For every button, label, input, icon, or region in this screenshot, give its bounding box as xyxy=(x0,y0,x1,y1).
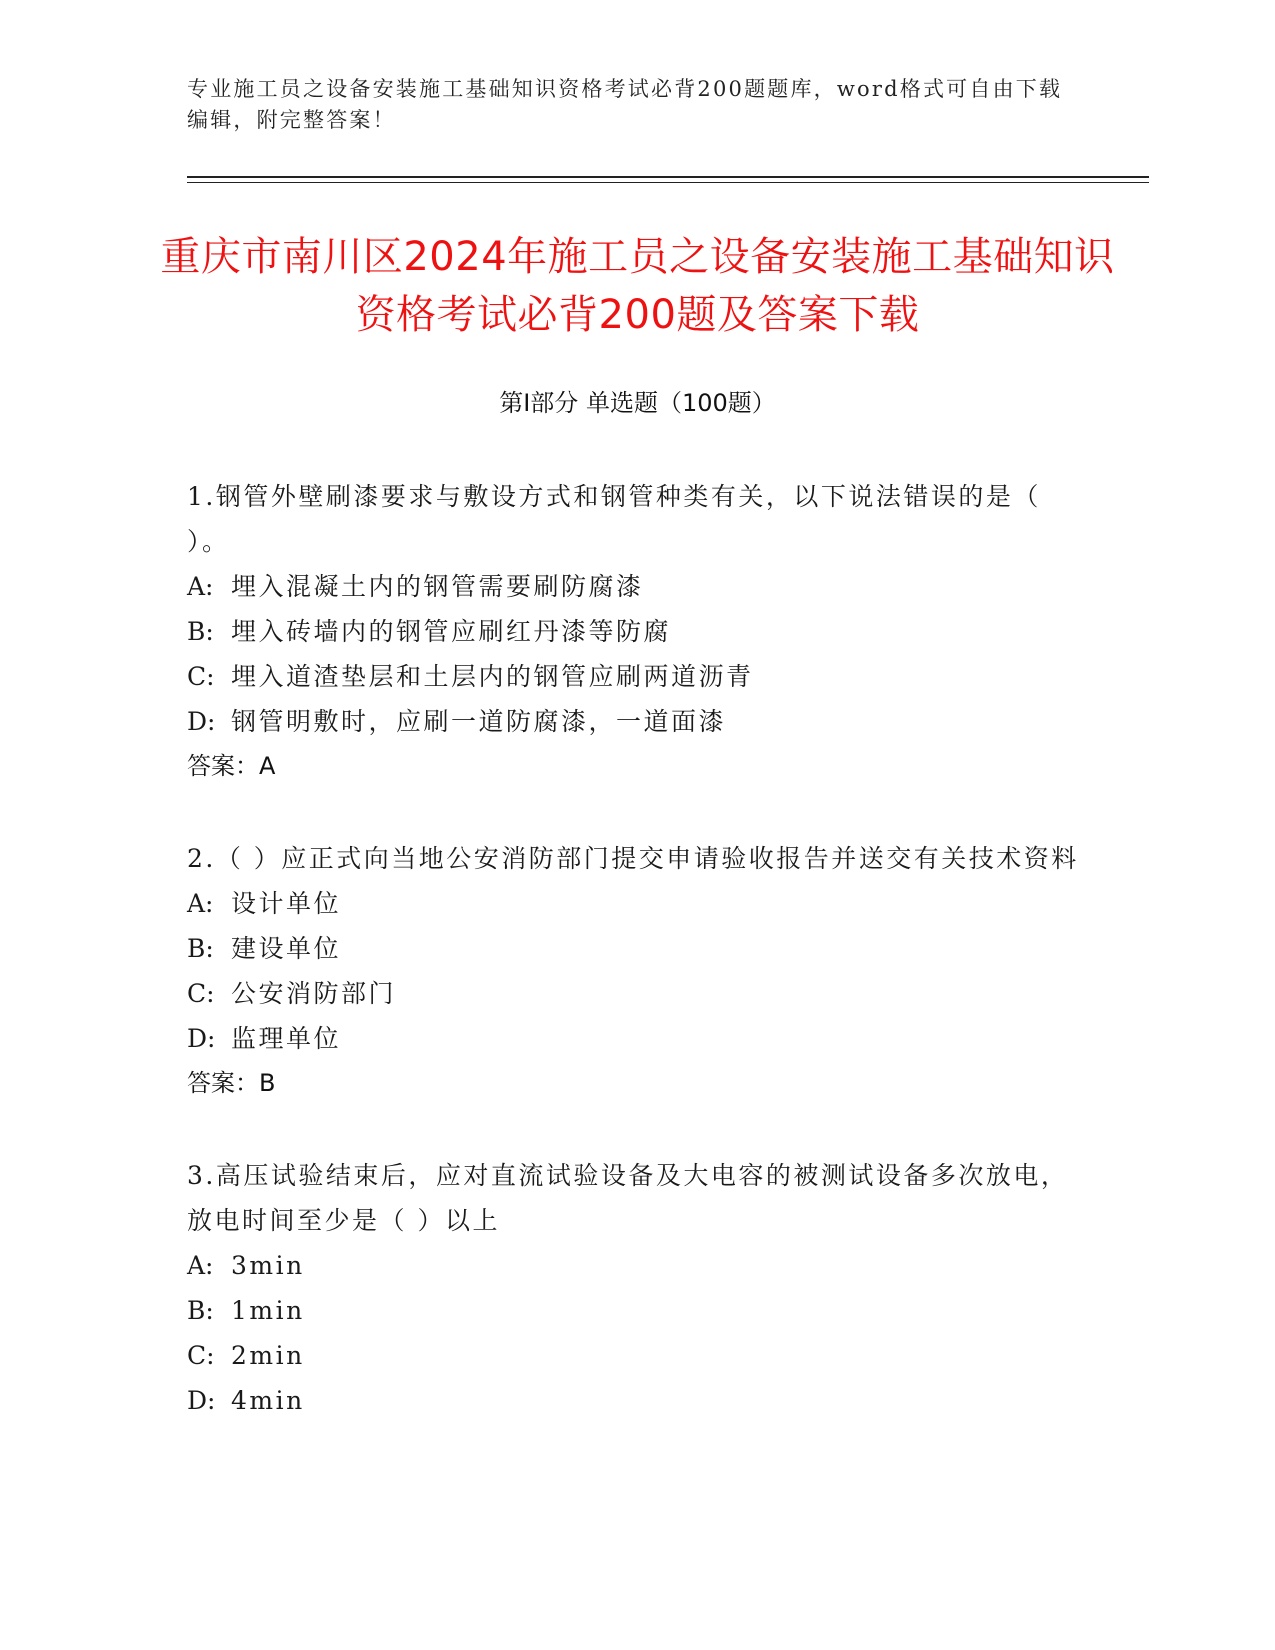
option-d xyxy=(187,1016,1087,1061)
question-text: 1.钢管外壁刷漆要求与敷设方式和钢管种类有关，以下说法错误的是（ ）。 xyxy=(187,482,1041,556)
answer-line: 答案：B xyxy=(187,1069,276,1097)
option-text: 1min xyxy=(231,1296,305,1325)
option-c xyxy=(187,1333,1087,1378)
option-c xyxy=(187,654,1087,699)
option-a xyxy=(187,1243,1087,1288)
option-d xyxy=(187,699,1087,744)
option-text: 埋入混凝土内的钢管需要刷防腐漆 xyxy=(231,572,644,601)
option-d xyxy=(187,1378,1087,1423)
option-letter: D: xyxy=(187,1024,216,1053)
option-text: 监理单位 xyxy=(231,1024,342,1053)
option-text: 埋入道渣垫层和土层内的钢管应刷两道沥青 xyxy=(231,662,754,691)
option-text: 2min xyxy=(231,1341,305,1370)
option-text: 公安消防部门 xyxy=(231,979,397,1008)
option-text: 3min xyxy=(231,1251,305,1280)
option-letter: A: xyxy=(187,889,214,918)
option-a xyxy=(187,564,1087,609)
option-b xyxy=(187,609,1087,654)
option-a xyxy=(187,881,1087,926)
option-letter: D: xyxy=(187,1386,216,1415)
option-letter: D: xyxy=(187,707,216,736)
option-text: 建设单位 xyxy=(231,934,342,963)
option-b xyxy=(187,1288,1087,1333)
question-text: 3.高压试验结束后，应对直流试验设备及大电容的被测试设备多次放电，放电时间至少是（ ）以上 xyxy=(187,1161,1069,1235)
question-list xyxy=(187,474,1087,1470)
question-text: 2.（ ）应正式向当地公安消防部门提交申请验收报告并送交有关技术资料 xyxy=(187,844,1079,873)
option-letter: B: xyxy=(187,1296,214,1325)
document-title: 重庆市南川区2024年施工员之设备安装施工基础知识资格考试必背200题及答案下载 xyxy=(160,234,1115,338)
option-letter: B: xyxy=(187,934,214,963)
header-divider-thick xyxy=(187,176,1149,178)
option-letter: A: xyxy=(187,1251,214,1280)
header-divider-thin xyxy=(187,182,1149,183)
option-letter: B: xyxy=(187,617,214,646)
option-text: 埋入砖墙内的钢管应刷红丹漆等防腐 xyxy=(231,617,672,646)
question-item xyxy=(187,474,1087,789)
question-item xyxy=(187,836,1087,1106)
option-letter: C: xyxy=(187,1341,215,1370)
option-text: 4min xyxy=(231,1386,305,1415)
option-c xyxy=(187,971,1087,1016)
option-letter: A: xyxy=(187,572,214,601)
option-text: 钢管明敷时，应刷一道防腐漆，一道面漆 xyxy=(231,707,727,736)
option-b xyxy=(187,926,1087,971)
answer-line: 答案：A xyxy=(187,752,276,780)
question-item xyxy=(187,1153,1087,1423)
option-letter: C: xyxy=(187,662,215,691)
option-text: 设计单位 xyxy=(231,889,342,918)
header-note: 专业施工员之设备安装施工基础知识资格考试必背200题题库，word格式可自由下载编辑，附完整答案！ xyxy=(187,77,1063,132)
option-letter: C: xyxy=(187,979,215,1008)
section-heading: 第I部分 单选题（100题） xyxy=(499,389,776,417)
